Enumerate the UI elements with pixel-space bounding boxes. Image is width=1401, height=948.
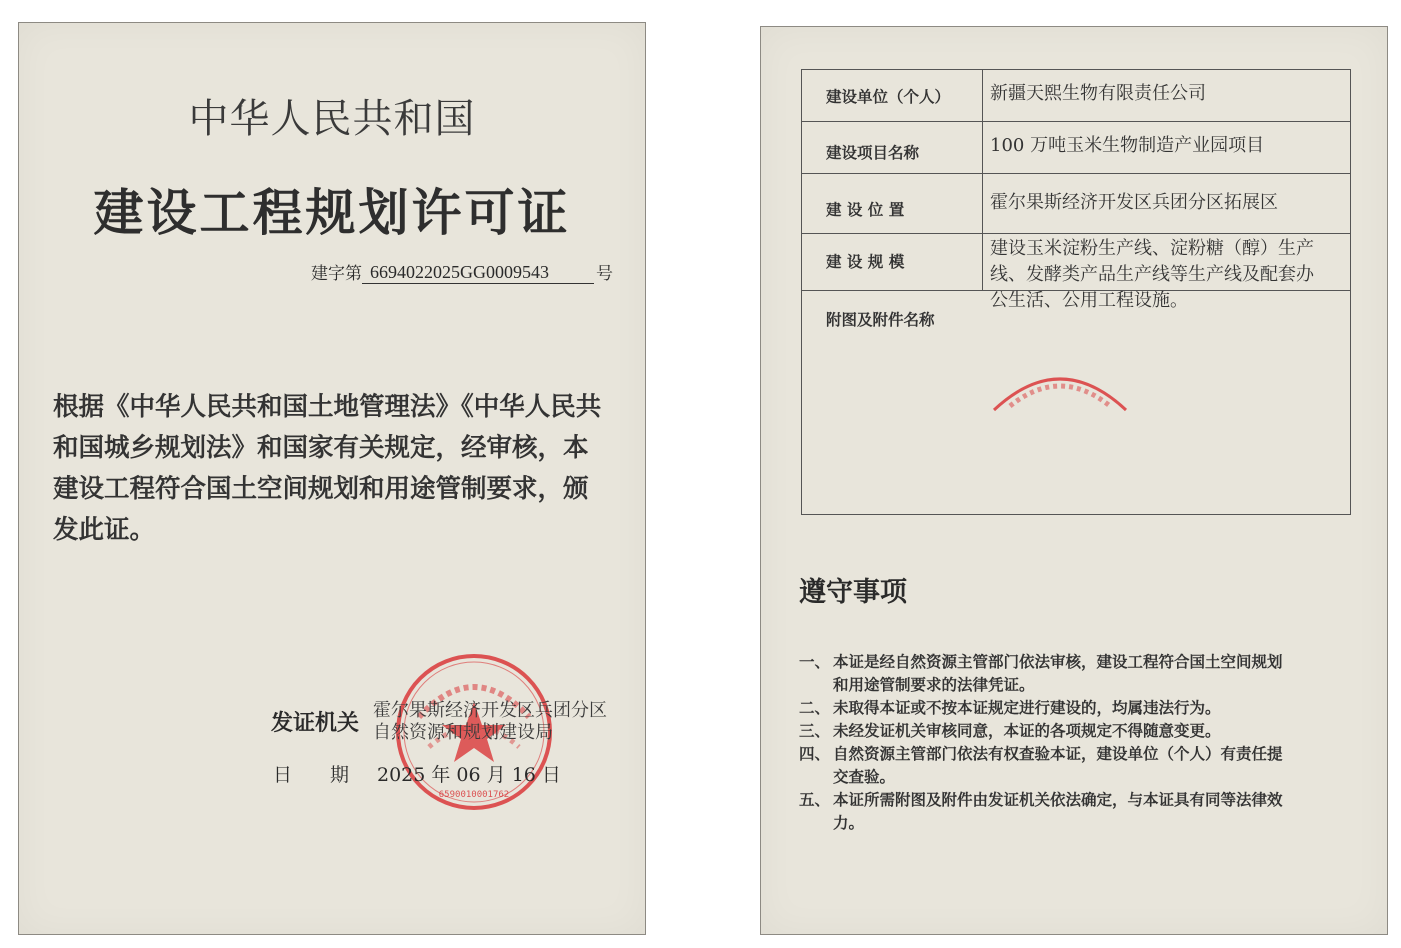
issuer-name	[373, 700, 607, 744]
certificate-back-page	[760, 26, 1388, 935]
issuer-name-line-2: 自然资源和规划建设局	[373, 722, 553, 743]
issue-date-label: 日期	[273, 764, 388, 786]
table-row	[802, 70, 1350, 122]
list-item: 五、 本证所需附图及附件由发证机关依法确定，与本证具有同等法律效 力。	[799, 791, 1283, 832]
row-label-scale: 建 设 规 模	[826, 253, 905, 271]
certificate-number-suffix: 号	[596, 264, 613, 284]
list-item: 二、 未取得本证或不按本证规定进行建设的，均属违法行为。	[799, 699, 1221, 717]
list-item: 三、 未经发证机关审核同意，本证的各项规定不得随意变更。	[799, 722, 1221, 740]
rules-list	[799, 651, 1355, 835]
issue-date-row	[273, 760, 561, 787]
rules-title: 遵守事项	[799, 577, 907, 608]
list-item: 一、 本证是经自然资源主管部门依法审核，建设工程符合国土空间规划 和用途管制要求的法律凭证。	[799, 653, 1283, 694]
table-row	[802, 174, 1350, 234]
country-name: 中华人民共和国	[188, 96, 476, 142]
row-value-builder: 新疆天熙生物有限责任公司	[990, 83, 1206, 104]
row-label-location: 建 设 位 置	[826, 201, 905, 219]
issuer-label: 发证机关	[271, 711, 360, 736]
table-row	[802, 122, 1350, 174]
certificate-number: 6694022025GG0009543	[362, 262, 594, 284]
certificate-title: 建设工程规划许可证	[93, 184, 571, 242]
row-value-project-name: 100 万吨玉米生物制造产业园项目	[990, 135, 1265, 156]
row-value-location: 霍尔果斯经济开发区兵团分区拓展区	[990, 192, 1278, 213]
row-label-project-name: 建设项目名称	[826, 144, 920, 162]
row-label-attachments: 附图及附件名称	[826, 311, 935, 329]
issuer-name-line-1: 霍尔果斯经济开发区兵团分区	[373, 700, 607, 721]
issue-date-value: 2025 年 06 月 16 日	[377, 764, 561, 786]
project-info-table	[801, 69, 1351, 515]
row-value-scale: 建设玉米淀粉生产线、淀粉糖（醇）生产 线、发酵类产品生产线等生产线及配套办 公生活、公用工程设施。	[990, 238, 1314, 311]
seal-partial-icon	[988, 366, 1132, 416]
certificate-body-text: 根据《中华人民共和国土地管理法》《中华人民共和国城乡规划法》和国家有关规定，经审核，本建设工程符合国土空间规划和用途管制要求，颁发此证。	[53, 392, 602, 545]
list-item: 四、 自然资源主管部门依法有权查验本证，建设单位（个人）有责任提 交查验。	[799, 745, 1283, 786]
certificate-front-page	[18, 22, 646, 935]
svg-text:6590010001762: 6590010001762	[438, 790, 510, 800]
certificate-number-prefix: 建字第	[311, 264, 362, 284]
row-label-builder: 建设单位（个人）	[826, 88, 951, 106]
certificate-number-row	[311, 259, 613, 284]
